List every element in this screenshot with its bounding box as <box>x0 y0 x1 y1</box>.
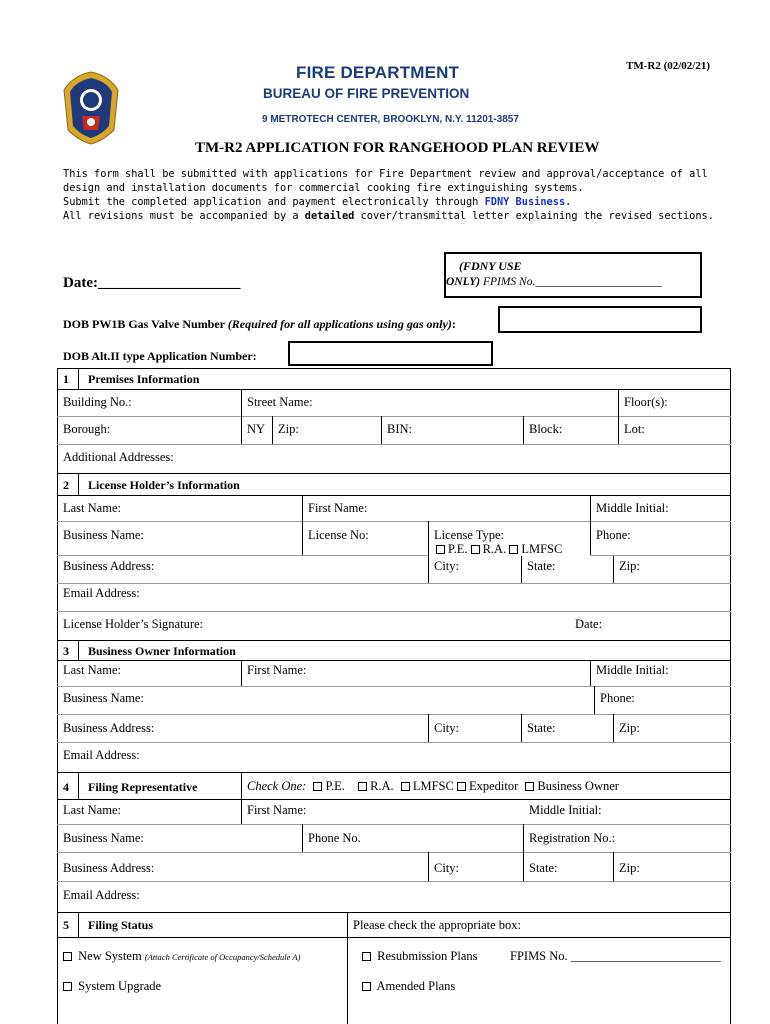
resubmission-option[interactable]: Resubmission Plans <box>362 949 478 964</box>
fr-pe-checkbox[interactable] <box>313 782 322 791</box>
fdny-business-link[interactable]: FDNY Business. <box>484 196 572 208</box>
lh-phone-field[interactable]: Phone: <box>596 528 631 542</box>
street-name-field[interactable]: Street Name: <box>247 395 313 409</box>
system-upgrade-checkbox[interactable] <box>63 982 72 991</box>
section-3-title: Business Owner Information <box>88 644 236 658</box>
fr-email-field[interactable]: Email Address: <box>63 888 140 902</box>
fr-first-name-field[interactable]: First Name: <box>247 803 307 817</box>
amended-option[interactable]: Amended Plans <box>362 979 455 994</box>
intro-line-1: This form shall be submitted with applications for Fire Department review and approval/acceptance of all <box>63 168 708 180</box>
alt2-input[interactable] <box>288 341 493 366</box>
lh-license-type-options: P.E. R.A. LMFSC <box>436 542 562 557</box>
section-1-number: 1 <box>63 372 69 386</box>
lh-license-no-field[interactable]: License No: <box>308 528 369 542</box>
fr-business-address-field[interactable]: Business Address: <box>63 861 155 875</box>
block-field[interactable]: Block: <box>529 422 563 436</box>
filing-status-instruction: Please check the appropriate box: <box>353 918 521 932</box>
fr-ra-checkbox[interactable] <box>358 782 367 791</box>
bureau-title: BUREAU OF FIRE PREVENTION <box>263 86 470 101</box>
zip-field[interactable]: Zip: <box>278 422 299 436</box>
resubmission-checkbox[interactable] <box>362 952 371 961</box>
fr-owner-checkbox[interactable] <box>525 782 534 791</box>
lot-field[interactable]: Lot: <box>624 422 645 436</box>
additional-addresses-field[interactable]: Additional Addresses: <box>63 450 174 464</box>
lh-signature-field[interactable]: License Holder’s Signature: <box>63 617 204 631</box>
fdny-badge-icon <box>58 70 124 146</box>
table-top-border <box>57 368 731 369</box>
ra-checkbox[interactable] <box>471 545 480 554</box>
building-no-field[interactable]: Building No.: <box>63 395 132 409</box>
form-title: TM-R2 APPLICATION FOR RANGEHOOD PLAN REVIEW <box>195 140 600 156</box>
lh-email-field[interactable]: Email Address: <box>63 586 140 600</box>
fr-expeditor-checkbox[interactable] <box>457 782 466 791</box>
pw1b-input[interactable] <box>498 306 702 333</box>
lh-business-address-field[interactable]: Business Address: <box>63 559 155 573</box>
intro-line-3: Submit the completed application and payment electronically through FDNY Business. <box>63 196 572 208</box>
pe-checkbox[interactable] <box>436 545 445 554</box>
fpims-label: ONLY) FPIMS No.______________________ <box>446 276 662 288</box>
fr-zip-field[interactable]: Zip: <box>619 861 640 875</box>
section-5-title: Filing Status <box>88 918 154 932</box>
new-system-option[interactable]: New System (Attach Certificate of Occupancy/Schedule A) <box>63 949 300 964</box>
bo-city-field[interactable]: City: <box>434 721 460 735</box>
fr-last-name-field[interactable]: Last Name: <box>63 803 121 817</box>
system-upgrade-option[interactable]: System Upgrade <box>63 979 161 994</box>
intro-text <box>63 167 714 223</box>
lh-middle-initial-field[interactable]: Middle Initial: <box>596 501 669 515</box>
section-4-title: Filing Representative <box>88 780 198 794</box>
department-address: 9 METROTECH CENTER, BROOKLYN, N.Y. 11201-3857 <box>262 114 519 125</box>
section-2-number: 2 <box>63 478 69 492</box>
fr-phone-field[interactable]: Phone No. <box>308 831 361 845</box>
lh-date-field[interactable]: Date: <box>575 617 603 631</box>
fr-middle-initial-field[interactable]: Middle Initial: <box>529 803 602 817</box>
intro-line-4: All revisions must be accompanied by a detailed cover/transmittal letter explaining the revised sections. <box>63 210 714 222</box>
floors-field[interactable]: Floor(s): <box>624 395 668 409</box>
lh-state-field[interactable]: State: <box>527 559 556 573</box>
fr-business-name-field[interactable]: Business Name: <box>63 831 144 845</box>
filing-rep-check-one: Check One: P.E. R.A. LMFSC Expeditor Business Owner <box>247 779 619 793</box>
new-system-checkbox[interactable] <box>63 952 72 961</box>
lh-last-name-field[interactable]: Last Name: <box>63 501 121 515</box>
lh-first-name-field[interactable]: First Name: <box>308 501 368 515</box>
bo-email-field[interactable]: Email Address: <box>63 748 140 762</box>
section-3-number: 3 <box>63 644 69 658</box>
amended-checkbox[interactable] <box>362 982 371 991</box>
fr-city-field[interactable]: City: <box>434 861 460 875</box>
bo-zip-field[interactable]: Zip: <box>619 721 640 735</box>
section-5-number: 5 <box>63 918 69 932</box>
bo-business-address-field[interactable]: Business Address: <box>63 721 155 735</box>
section-2-title: License Holder’s Information <box>88 478 240 492</box>
fdny-logo <box>58 70 124 146</box>
fdny-use-label: (FDNY USE <box>459 259 522 273</box>
bo-middle-initial-field[interactable]: Middle Initial: <box>596 663 669 677</box>
borough-field[interactable]: Borough: <box>63 422 111 436</box>
fr-lmfsc-checkbox[interactable] <box>401 782 410 791</box>
lh-city-field[interactable]: City: <box>434 559 460 573</box>
bo-business-name-field[interactable]: Business Name: <box>63 691 144 705</box>
form-code: TM-R2 (02/02/21) <box>626 60 711 72</box>
intro-line-2: design and installation documents for commercial cooking fire extinguishing systems. <box>63 182 584 194</box>
ny-label: NY <box>247 422 266 436</box>
bo-last-name-field[interactable]: Last Name: <box>63 663 121 677</box>
bo-first-name-field[interactable]: First Name: <box>247 663 307 677</box>
fpims-field[interactable]: FPIMS No. ________________________ <box>510 949 721 963</box>
pw1b-label: DOB PW1B Gas Valve Number (Required for all applications using gas only): <box>63 317 456 331</box>
table-right-border <box>730 368 731 1024</box>
table-left-border <box>57 368 58 1024</box>
bin-field[interactable]: BIN: <box>387 422 412 436</box>
fr-registration-field[interactable]: Registration No.: <box>529 831 616 845</box>
lh-license-type-label: License Type: <box>434 528 505 542</box>
bo-state-field[interactable]: State: <box>527 721 556 735</box>
department-title: FIRE DEPARTMENT <box>296 63 460 82</box>
alt2-label: DOB Alt.II type Application Number: <box>63 349 257 363</box>
lmfsc-checkbox[interactable] <box>509 545 518 554</box>
section-4-number: 4 <box>63 780 69 794</box>
bo-phone-field[interactable]: Phone: <box>600 691 635 705</box>
date-field[interactable]: Date:___________________ <box>63 275 241 291</box>
fr-state-field[interactable]: State: <box>529 861 558 875</box>
lh-business-name-field[interactable]: Business Name: <box>63 528 144 542</box>
section-1-title: Premises Information <box>88 372 200 386</box>
lh-zip-field[interactable]: Zip: <box>619 559 640 573</box>
